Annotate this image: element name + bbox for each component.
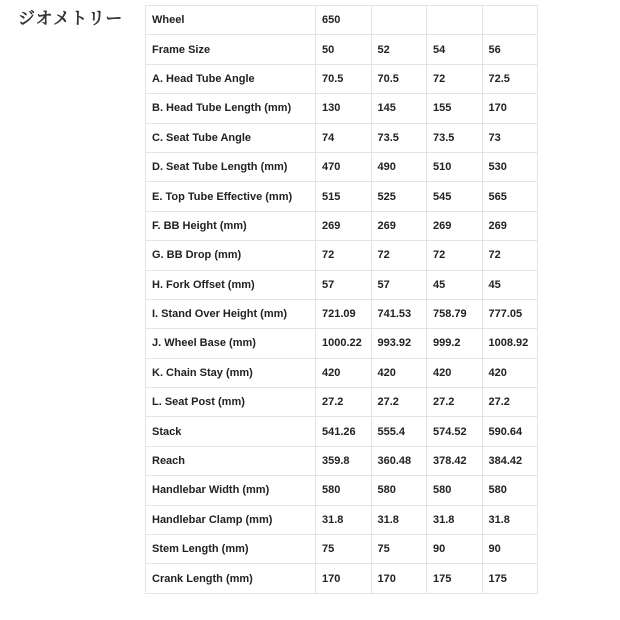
size-value-cell: 54: [427, 35, 483, 64]
size-value-cell: 72: [427, 241, 483, 270]
size-value-cell: 545: [427, 182, 483, 211]
row-label: Wheel: [146, 6, 316, 35]
table-row: [146, 446, 538, 475]
row-label: Stack: [146, 417, 316, 446]
size-value-cell: 420: [427, 358, 483, 387]
size-value-cell: 580: [482, 476, 538, 505]
row-label: D. Seat Tube Length (mm): [146, 152, 316, 181]
table-row: [146, 270, 538, 299]
size-value-cell: 721.09: [316, 299, 372, 328]
row-label: F. BB Height (mm): [146, 211, 316, 240]
size-value-cell: 590.64: [482, 417, 538, 446]
table-row: [146, 211, 538, 240]
row-label: I. Stand Over Height (mm): [146, 299, 316, 328]
size-value-cell: 74: [316, 123, 372, 152]
size-value-cell: 777.05: [482, 299, 538, 328]
size-value-cell: 175: [482, 564, 538, 593]
size-value-cell: 31.8: [427, 505, 483, 534]
size-value-cell: 269: [371, 211, 427, 240]
size-value-cell: 565: [482, 182, 538, 211]
row-label: Stem Length (mm): [146, 535, 316, 564]
size-value-cell: 72.5: [482, 64, 538, 93]
size-value-cell: 530: [482, 152, 538, 181]
size-value-cell: 73.5: [371, 123, 427, 152]
table-row: [146, 535, 538, 564]
size-value-cell: 27.2: [371, 388, 427, 417]
size-value-cell: 27.2: [482, 388, 538, 417]
size-value-cell: 580: [427, 476, 483, 505]
size-value-cell: 52: [371, 35, 427, 64]
size-value-cell: 130: [316, 94, 372, 123]
size-value-cell: 580: [316, 476, 372, 505]
size-value-cell: 515: [316, 182, 372, 211]
size-value-cell: 70.5: [316, 64, 372, 93]
size-value-cell: 73: [482, 123, 538, 152]
size-value-cell: 420: [371, 358, 427, 387]
table-row: [146, 152, 538, 181]
size-value-cell: 420: [316, 358, 372, 387]
size-value-cell: 145: [371, 94, 427, 123]
row-label: Handlebar Clamp (mm): [146, 505, 316, 534]
table-row: [146, 123, 538, 152]
table-row: [146, 182, 538, 211]
table-row: [146, 358, 538, 387]
size-value-cell: 45: [482, 270, 538, 299]
size-value-cell: 72: [427, 64, 483, 93]
size-value-cell: 155: [427, 94, 483, 123]
size-value-cell: 31.8: [316, 505, 372, 534]
size-value-cell: 555.4: [371, 417, 427, 446]
size-value-cell: 378.42: [427, 446, 483, 475]
size-value-cell: 1008.92: [482, 329, 538, 358]
table-row: [146, 299, 538, 328]
size-value-cell: 758.79: [427, 299, 483, 328]
table-row: [146, 94, 538, 123]
row-label: A. Head Tube Angle: [146, 64, 316, 93]
row-label: Handlebar Width (mm): [146, 476, 316, 505]
size-value-cell: 420: [482, 358, 538, 387]
size-value-cell: 510: [427, 152, 483, 181]
size-value-cell: 999.2: [427, 329, 483, 358]
size-value-cell: 90: [482, 535, 538, 564]
size-value-cell: [427, 6, 483, 35]
size-value-cell: 31.8: [371, 505, 427, 534]
size-value-cell: 360.48: [371, 446, 427, 475]
table-row: [146, 564, 538, 593]
size-value-cell: 45: [427, 270, 483, 299]
size-value-cell: 57: [316, 270, 372, 299]
size-value-cell: 359.8: [316, 446, 372, 475]
table-row: [146, 35, 538, 64]
size-value-cell: 525: [371, 182, 427, 211]
table-row: [146, 476, 538, 505]
table-row: [146, 64, 538, 93]
row-label: C. Seat Tube Angle: [146, 123, 316, 152]
size-value-cell: 90: [427, 535, 483, 564]
size-value-cell: 75: [371, 535, 427, 564]
size-value-cell: 170: [482, 94, 538, 123]
size-value-cell: 580: [371, 476, 427, 505]
size-value-cell: [482, 6, 538, 35]
size-value-cell: 384.42: [482, 446, 538, 475]
size-value-cell: 490: [371, 152, 427, 181]
table-row: [146, 329, 538, 358]
size-value-cell: 57: [371, 270, 427, 299]
size-value-cell: 72: [371, 241, 427, 270]
row-label: L. Seat Post (mm): [146, 388, 316, 417]
table-row: [146, 388, 538, 417]
size-value-cell: 269: [316, 211, 372, 240]
row-label: E. Top Tube Effective (mm): [146, 182, 316, 211]
size-value-cell: 741.53: [371, 299, 427, 328]
size-value-cell: 27.2: [316, 388, 372, 417]
size-value-cell: 993.92: [371, 329, 427, 358]
row-label: B. Head Tube Length (mm): [146, 94, 316, 123]
row-label: Reach: [146, 446, 316, 475]
size-value-cell: 73.5: [427, 123, 483, 152]
geometry-table: [145, 5, 538, 594]
table-row: [146, 241, 538, 270]
size-value-cell: 70.5: [371, 64, 427, 93]
size-value-cell: 269: [427, 211, 483, 240]
row-label: Frame Size: [146, 35, 316, 64]
size-value-cell: 470: [316, 152, 372, 181]
row-label: K. Chain Stay (mm): [146, 358, 316, 387]
size-value-cell: 72: [482, 241, 538, 270]
table-row: [146, 505, 538, 534]
size-value-cell: 31.8: [482, 505, 538, 534]
table-row: [146, 6, 538, 35]
page-title: ジオメトリー: [18, 9, 123, 29]
row-label: J. Wheel Base (mm): [146, 329, 316, 358]
geometry-table-body: [146, 6, 538, 594]
row-label: H. Fork Offset (mm): [146, 270, 316, 299]
size-value-cell: 1000.22: [316, 329, 372, 358]
size-value-cell: 170: [371, 564, 427, 593]
size-value-cell: 541.26: [316, 417, 372, 446]
table-row: [146, 417, 538, 446]
size-value-cell: 650: [316, 6, 372, 35]
size-value-cell: 27.2: [427, 388, 483, 417]
size-value-cell: 574.52: [427, 417, 483, 446]
size-value-cell: [371, 6, 427, 35]
size-value-cell: 50: [316, 35, 372, 64]
row-label: Crank Length (mm): [146, 564, 316, 593]
size-value-cell: 72: [316, 241, 372, 270]
size-value-cell: 269: [482, 211, 538, 240]
size-value-cell: 56: [482, 35, 538, 64]
row-label: G. BB Drop (mm): [146, 241, 316, 270]
size-value-cell: 175: [427, 564, 483, 593]
size-value-cell: 75: [316, 535, 372, 564]
size-value-cell: 170: [316, 564, 372, 593]
